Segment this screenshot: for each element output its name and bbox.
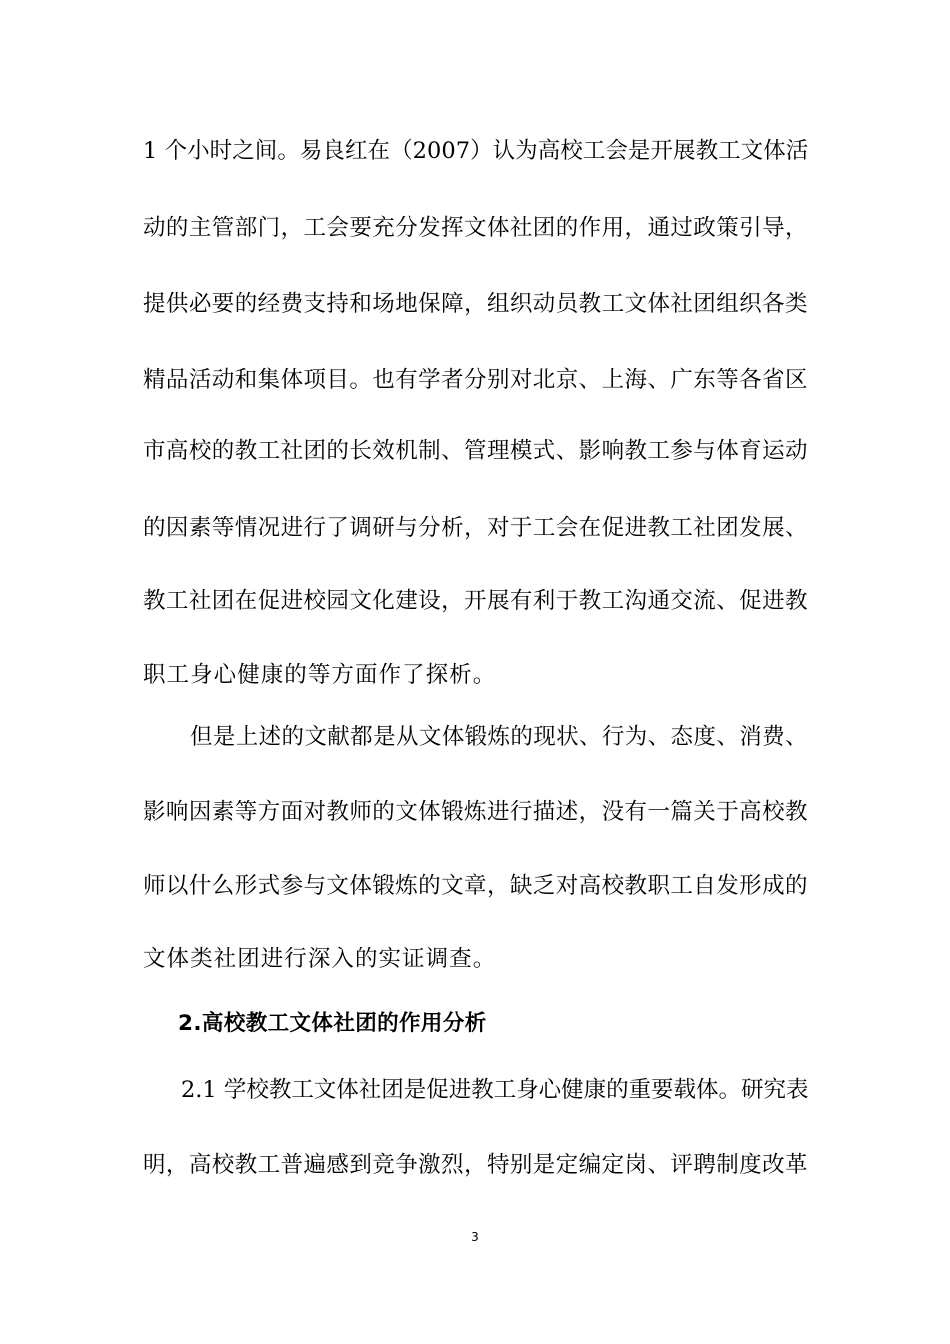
paragraph-1-line-3: 提供必要的经费支持和场地保障，组织动员教工文体社团组织各类 [143, 291, 808, 317]
subsection-line-1: 2.1 学校教工文体社团是促进教工身心健康的重要载体。研究表 [181, 1077, 809, 1103]
section-heading: 2.高校教工文体社团的作用分析 [178, 1011, 487, 1036]
paragraph-2-line-2: 影响因素等方面对教师的文体锻炼进行描述，没有一篇关于高校教 [143, 799, 808, 825]
paragraph-2-line-3: 师以什么形式参与文体锻炼的文章，缺乏对高校教职工自发形成的 [143, 873, 808, 899]
page-number: 3 [471, 1230, 479, 1244]
paragraph-1-line-7: 教工社团在促进校园文化建设，开展有利于教工沟通交流、促进教 [143, 588, 808, 614]
paragraph-1-line-8: 职工身心健康的等方面作了探析。 [143, 662, 497, 688]
paragraph-1-line-2: 动的主管部门，工会要充分发挥文体社团的作用，通过政策引导， [143, 215, 808, 241]
paragraph-1-line-4: 精品活动和集体项目。也有学者分别对北京、上海、广东等各省区 [143, 367, 808, 393]
paragraph-2-line-4: 文体类社团进行深入的实证调查。 [143, 946, 497, 972]
paragraph-1-line-5: 市高校的教工社团的长效机制、管理模式、影响教工参与体育运动 [143, 438, 808, 464]
paragraph-1-line-1: 1 个小时之间。易良红在（2007）认为高校工会是开展教工文体活 [143, 138, 809, 164]
paragraph-1-line-6: 的因素等情况进行了调研与分析，对于工会在促进教工社团发展、 [143, 515, 808, 541]
subsection-line-2: 明，高校教工普遍感到竞争激烈，特别是定编定岗、评聘制度改革 [143, 1152, 808, 1178]
paragraph-2-line-1: 但是上述的文献都是从文体锻炼的现状、行为、态度、消费、 [190, 724, 808, 750]
